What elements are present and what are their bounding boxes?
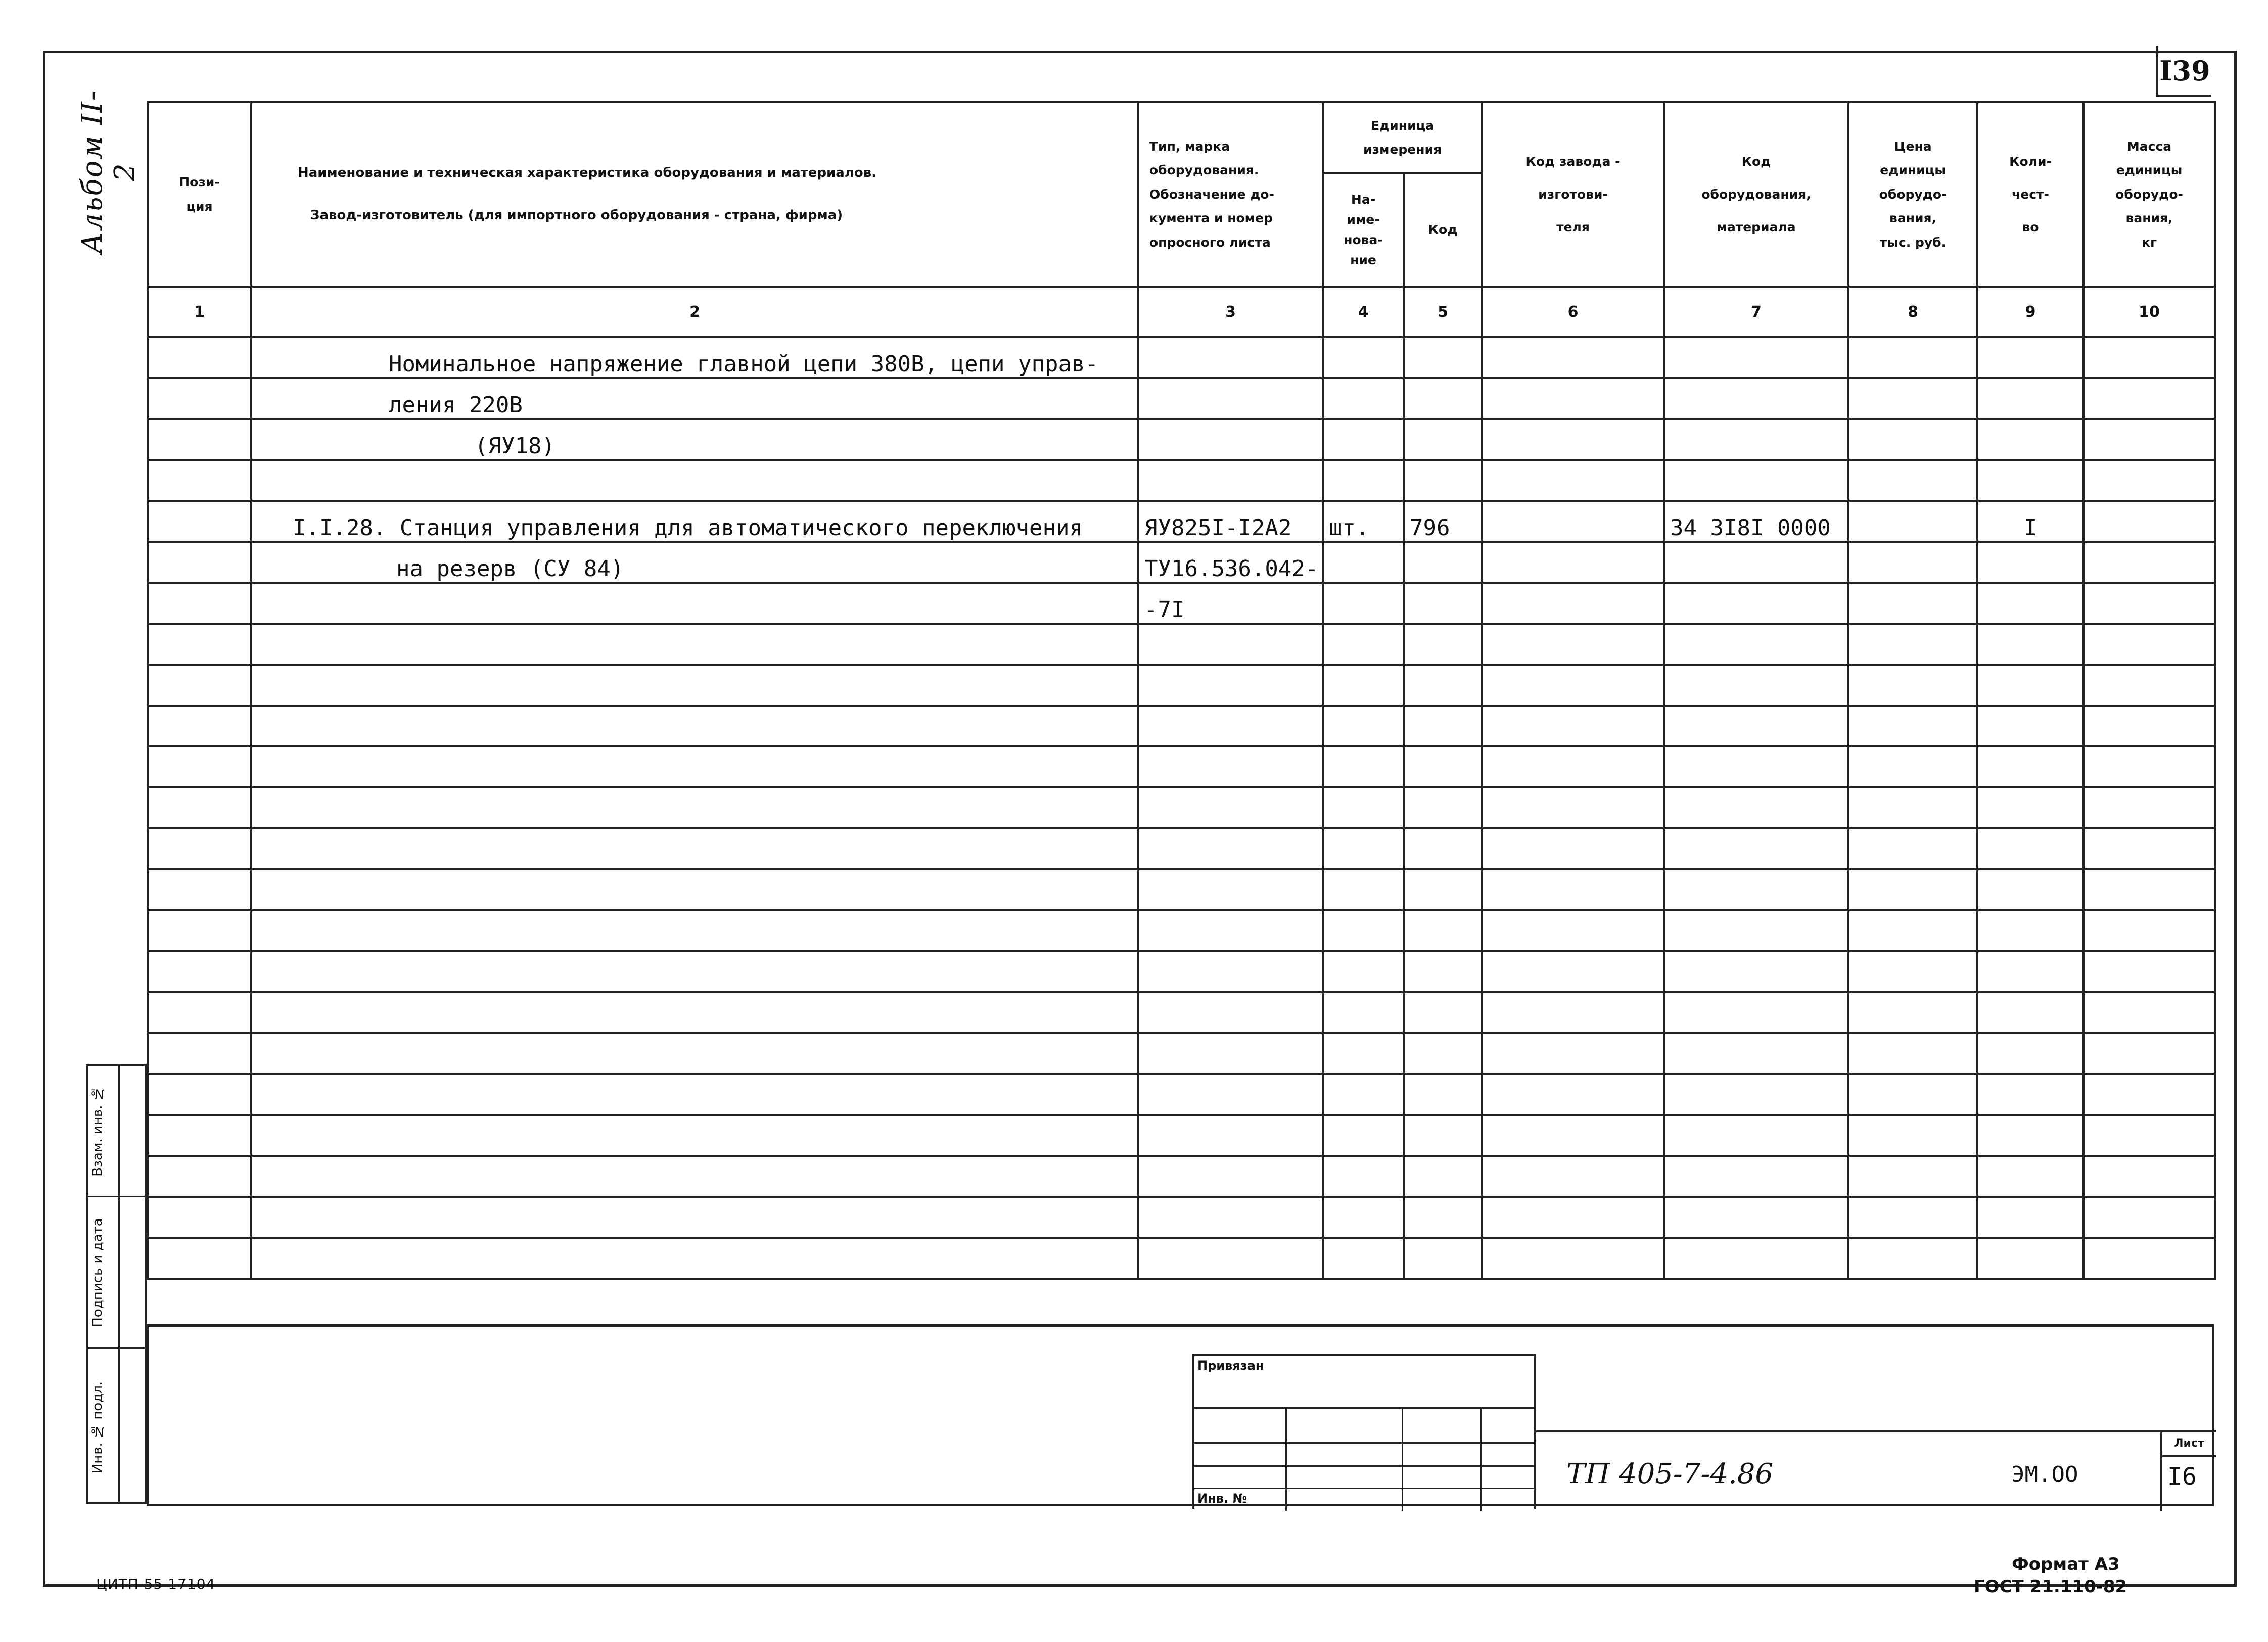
cell-col-2 [251, 1156, 1138, 1197]
cell-col-4 [1323, 992, 1404, 1033]
table-row [148, 624, 2215, 665]
cell-col-8 [1848, 787, 1977, 828]
cell-col-8 [1848, 910, 1977, 951]
cell-col-8 [1848, 746, 1977, 787]
table-row [148, 1074, 2215, 1115]
cell-col-9 [1977, 337, 2084, 378]
cell-col-3 [1138, 337, 1323, 378]
table-row [148, 706, 2215, 746]
column-number: 6 [1482, 287, 1664, 337]
cell-col-3 [1138, 910, 1323, 951]
cell-col-5 [1404, 1033, 1482, 1074]
cell-col-10 [2084, 1197, 2215, 1238]
cell-col-9 [1977, 1033, 2084, 1074]
table-row [148, 542, 2215, 583]
cell-col-9 [1977, 624, 2084, 665]
hdr-equipment-code: Код оборудования, материала [1664, 102, 1848, 287]
cell-col-5 [1404, 910, 1482, 951]
cell-col-8 [1848, 869, 1977, 910]
cell-col-8 [1848, 583, 1977, 624]
cell-col-10 [2084, 542, 2215, 583]
stamp-title: Привязан [1197, 1358, 1264, 1373]
cell-col-10 [2084, 501, 2215, 542]
cell-col-5 [1404, 378, 1482, 419]
cell-col-2 [251, 869, 1138, 910]
cell-col-9 [1977, 992, 2084, 1033]
cell-col-8 [1848, 624, 1977, 665]
hdr-plant-code: Код завода - изготови- теля [1482, 102, 1664, 287]
cell-col-7 [1664, 460, 1848, 501]
table-row [148, 419, 2215, 460]
cell-col-3 [1138, 787, 1323, 828]
cell-col-9 [1977, 828, 2084, 869]
cell-col-5 [1404, 787, 1482, 828]
hdr-mass: Масса единицы оборудо- вания, кг [2084, 102, 2215, 287]
table-row [148, 378, 2215, 419]
cell-col-10 [2084, 746, 2215, 787]
cell-col-5 [1404, 746, 1482, 787]
cell-col-5 [1404, 419, 1482, 460]
cell-col-6 [1482, 746, 1664, 787]
cell-col-3: ЯУ825I-I2А2 [1138, 501, 1323, 542]
cell-col-3: ТУ16.536.042- [1138, 542, 1323, 583]
hdr-quantity: Коли- чест- во [1977, 102, 2084, 287]
cell-col-4 [1323, 1238, 1404, 1279]
hdr-unit-group: Единица измерения [1323, 102, 1482, 173]
cell-col-5 [1404, 542, 1482, 583]
cell-col-3 [1138, 1197, 1323, 1238]
table-body [148, 337, 2215, 1279]
cell-col-10 [2084, 1238, 2215, 1279]
cell-col-1 [148, 378, 251, 419]
cell-col-10 [2084, 1074, 2215, 1115]
cell-col-9: I [1977, 501, 2084, 542]
cell-col-10 [2084, 583, 2215, 624]
cell-col-1 [148, 542, 251, 583]
cell-col-8 [1848, 1033, 1977, 1074]
cell-col-3 [1138, 665, 1323, 706]
cell-col-1 [148, 828, 251, 869]
format-label: Формат А3 [2012, 1554, 2120, 1574]
cell-col-7 [1664, 746, 1848, 787]
cell-col-10 [2084, 828, 2215, 869]
cell-col-9 [1977, 869, 2084, 910]
cell-col-7 [1664, 419, 1848, 460]
cell-col-9 [1977, 706, 2084, 746]
cell-col-4 [1323, 337, 1404, 378]
gost-label: ГОСТ 21.110-82 [1974, 1577, 2127, 1597]
cell-col-9 [1977, 460, 2084, 501]
table-row [148, 951, 2215, 992]
cell-col-6 [1482, 910, 1664, 951]
cell-col-3 [1138, 1238, 1323, 1279]
cell-col-8 [1848, 542, 1977, 583]
cell-col-4 [1323, 910, 1404, 951]
cell-col-3 [1138, 992, 1323, 1033]
cell-col-10 [2084, 460, 2215, 501]
hdr-name: Наименование и техническая характеристика оборудования и материалов. Завод-изготовитель (для импортного оборудования - страна, фирма) [251, 102, 1138, 287]
cell-col-4 [1323, 1033, 1404, 1074]
table-row [148, 910, 2215, 951]
cell-col-7 [1664, 665, 1848, 706]
table-row [148, 992, 2215, 1033]
cell-col-9 [1977, 1115, 2084, 1156]
cell-col-8 [1848, 501, 1977, 542]
cell-col-7 [1664, 910, 1848, 951]
cell-col-1 [148, 706, 251, 746]
cell-col-6 [1482, 1156, 1664, 1197]
cell-col-10 [2084, 1115, 2215, 1156]
cell-col-9 [1977, 1156, 2084, 1197]
cell-col-5 [1404, 1115, 1482, 1156]
cell-col-5 [1404, 1238, 1482, 1279]
cell-col-9 [1977, 910, 2084, 951]
table-row [148, 337, 2215, 378]
cell-col-6 [1482, 624, 1664, 665]
cell-col-10 [2084, 787, 2215, 828]
cell-col-2 [251, 665, 1138, 706]
cell-col-2 [251, 746, 1138, 787]
cell-col-1 [148, 787, 251, 828]
strip-cell-signature: Подпись и дата [88, 1197, 145, 1349]
cell-col-2 [251, 828, 1138, 869]
print-mark: ЦИТП 55 17104 [96, 1576, 216, 1592]
cell-col-8 [1848, 1238, 1977, 1279]
cell-col-6 [1482, 1074, 1664, 1115]
table-row [148, 583, 2215, 624]
column-number: 3 [1138, 287, 1323, 337]
cell-col-1 [148, 624, 251, 665]
cell-col-10 [2084, 1156, 2215, 1197]
cell-col-5 [1404, 992, 1482, 1033]
cell-col-5: 796 [1404, 501, 1482, 542]
hdr-position: Пози- ция [148, 102, 251, 287]
cell-col-1 [148, 665, 251, 706]
cell-col-7 [1664, 1156, 1848, 1197]
cell-col-9 [1977, 378, 2084, 419]
cell-col-3 [1138, 706, 1323, 746]
cell-col-4: шт. [1323, 501, 1404, 542]
cell-col-9 [1977, 1074, 2084, 1115]
cell-col-4 [1323, 624, 1404, 665]
table-row [148, 828, 2215, 869]
cell-col-3 [1138, 869, 1323, 910]
cell-col-7 [1664, 951, 1848, 992]
document-code: ТП 405-7-4.86 [1566, 1458, 1774, 1490]
cell-col-3: -7I [1138, 583, 1323, 624]
left-signature-strip [86, 1064, 147, 1504]
binding-stamp [1192, 1354, 1536, 1509]
cell-col-9 [1977, 1238, 2084, 1279]
page-number: I39 [2156, 46, 2211, 97]
column-number-row [148, 287, 2215, 337]
cell-col-1 [148, 583, 251, 624]
column-number: 4 [1323, 287, 1404, 337]
cell-col-7 [1664, 1074, 1848, 1115]
side-note: Альбом II-2 [76, 90, 142, 254]
cell-col-3 [1138, 624, 1323, 665]
cell-col-2 [251, 1074, 1138, 1115]
column-number: 1 [148, 287, 251, 337]
column-number: 10 [2084, 287, 2215, 337]
cell-col-7 [1664, 828, 1848, 869]
cell-col-7 [1664, 583, 1848, 624]
cell-col-4 [1323, 1074, 1404, 1115]
sheet-box [2160, 1432, 2216, 1511]
cell-col-10 [2084, 337, 2215, 378]
cell-col-6 [1482, 1238, 1664, 1279]
cell-col-9 [1977, 665, 2084, 706]
cell-col-2 [251, 706, 1138, 746]
sheet-label: Лист [2162, 1432, 2216, 1457]
cell-col-6 [1482, 419, 1664, 460]
cell-col-4 [1323, 378, 1404, 419]
cell-col-6 [1482, 501, 1664, 542]
cell-col-1 [148, 951, 251, 992]
table-row [148, 1156, 2215, 1197]
cell-col-1 [148, 1197, 251, 1238]
strip-cell-replacement: Взам. инв. № [88, 1066, 145, 1197]
cell-col-7 [1664, 787, 1848, 828]
cell-col-7 [1664, 624, 1848, 665]
cell-col-5 [1404, 337, 1482, 378]
cell-col-1 [148, 746, 251, 787]
cell-col-1 [148, 460, 251, 501]
cell-col-4 [1323, 1115, 1404, 1156]
cell-col-1 [148, 1238, 251, 1279]
table-row [148, 746, 2215, 787]
cell-col-4 [1323, 583, 1404, 624]
cell-col-2 [251, 624, 1138, 665]
cell-col-6 [1482, 869, 1664, 910]
cell-col-10 [2084, 419, 2215, 460]
document-suffix: ЭМ.ОО [2011, 1462, 2078, 1487]
cell-col-10 [2084, 1033, 2215, 1074]
cell-col-7 [1664, 1115, 1848, 1156]
cell-col-6 [1482, 542, 1664, 583]
cell-col-5 [1404, 869, 1482, 910]
cell-col-2 [251, 583, 1138, 624]
cell-col-7 [1664, 992, 1848, 1033]
cell-col-5 [1404, 460, 1482, 501]
cell-col-7: 34 3I8I 0000 [1664, 501, 1848, 542]
cell-col-6 [1482, 1115, 1664, 1156]
cell-col-9 [1977, 542, 2084, 583]
cell-col-2: I.I.28. Станция управления для автоматического переключения [251, 501, 1138, 542]
cell-col-8 [1848, 1197, 1977, 1238]
cell-col-2 [251, 787, 1138, 828]
cell-col-7 [1664, 542, 1848, 583]
cell-col-2 [251, 1033, 1138, 1074]
cell-col-6 [1482, 828, 1664, 869]
table-row [148, 1238, 2215, 1279]
cell-col-5 [1404, 665, 1482, 706]
cell-col-1 [148, 1156, 251, 1197]
cell-col-8 [1848, 378, 1977, 419]
cell-col-4 [1323, 665, 1404, 706]
cell-col-7 [1664, 1238, 1848, 1279]
cell-col-6 [1482, 583, 1664, 624]
table-row [148, 869, 2215, 910]
cell-col-3 [1138, 419, 1323, 460]
cell-col-5 [1404, 1074, 1482, 1115]
cell-col-7 [1664, 1197, 1848, 1238]
cell-col-10 [2084, 992, 2215, 1033]
cell-col-2: на резерв (СУ 84) [251, 542, 1138, 583]
cell-col-5 [1404, 1197, 1482, 1238]
cell-col-8 [1848, 1115, 1977, 1156]
hdr-unit-code: Код [1404, 173, 1482, 287]
cell-col-4 [1323, 787, 1404, 828]
cell-col-2: ления 220В [251, 378, 1138, 419]
table-row [148, 787, 2215, 828]
cell-col-6 [1482, 378, 1664, 419]
cell-col-2: Номинальное напряжение главной цепи 380В, цепи управ- [251, 337, 1138, 378]
cell-col-6 [1482, 951, 1664, 992]
cell-col-8 [1848, 419, 1977, 460]
table-row [148, 1033, 2215, 1074]
cell-col-3 [1138, 460, 1323, 501]
cell-col-5 [1404, 583, 1482, 624]
cell-col-6 [1482, 992, 1664, 1033]
column-number: 5 [1404, 287, 1482, 337]
cell-col-4 [1323, 746, 1404, 787]
cell-col-10 [2084, 869, 2215, 910]
cell-col-3 [1138, 951, 1323, 992]
cell-col-1 [148, 1074, 251, 1115]
cell-col-8 [1848, 951, 1977, 992]
cell-col-8 [1848, 706, 1977, 746]
hdr-price: Цена единицы оборудо- вания, тыс. руб. [1848, 102, 1977, 287]
cell-col-8 [1848, 665, 1977, 706]
cell-col-8 [1848, 337, 1977, 378]
cell-col-8 [1848, 1074, 1977, 1115]
cell-col-6 [1482, 1033, 1664, 1074]
cell-col-4 [1323, 419, 1404, 460]
cell-col-8 [1848, 828, 1977, 869]
cell-col-2 [251, 1238, 1138, 1279]
cell-col-2 [251, 1197, 1138, 1238]
hdr-type: Тип, марка оборудования. Обозначение до- кумента и номер опросного листа [1138, 102, 1323, 287]
cell-col-9 [1977, 951, 2084, 992]
table-row [148, 1115, 2215, 1156]
cell-col-2 [251, 951, 1138, 992]
cell-col-4 [1323, 828, 1404, 869]
cell-col-1 [148, 419, 251, 460]
column-number: 7 [1664, 287, 1848, 337]
cell-col-5 [1404, 706, 1482, 746]
cell-col-5 [1404, 828, 1482, 869]
cell-col-6 [1482, 460, 1664, 501]
cell-col-9 [1977, 419, 2084, 460]
table-row [148, 1197, 2215, 1238]
cell-col-8 [1848, 992, 1977, 1033]
title-block [1536, 1430, 2216, 1509]
column-number: 8 [1848, 287, 1977, 337]
cell-col-3 [1138, 1156, 1323, 1197]
column-number: 9 [1977, 287, 2084, 337]
cell-col-4 [1323, 542, 1404, 583]
cell-col-9 [1977, 787, 2084, 828]
cell-col-3 [1138, 828, 1323, 869]
cell-col-8 [1848, 1156, 1977, 1197]
cell-col-3 [1138, 746, 1323, 787]
table-row [148, 665, 2215, 706]
cell-col-9 [1977, 746, 2084, 787]
sheet-number: I6 [2167, 1463, 2197, 1491]
strip-cell-inventory: Инв. № подл. [90, 1381, 105, 1474]
cell-col-5 [1404, 1156, 1482, 1197]
cell-col-10 [2084, 951, 2215, 992]
cell-col-2: (ЯУ18) [251, 419, 1138, 460]
cell-col-6 [1482, 787, 1664, 828]
cell-col-4 [1323, 1156, 1404, 1197]
specification-table [147, 101, 2214, 1280]
cell-col-4 [1323, 1197, 1404, 1238]
cell-col-7 [1664, 337, 1848, 378]
cell-col-6 [1482, 1197, 1664, 1238]
cell-col-10 [2084, 665, 2215, 706]
cell-col-9 [1977, 1197, 2084, 1238]
cell-col-4 [1323, 460, 1404, 501]
cell-col-4 [1323, 869, 1404, 910]
cell-col-4 [1323, 951, 1404, 992]
cell-col-7 [1664, 1033, 1848, 1074]
cell-col-9 [1977, 583, 2084, 624]
cell-col-6 [1482, 337, 1664, 378]
cell-col-2 [251, 910, 1138, 951]
cell-col-10 [2084, 910, 2215, 951]
stamp-inventory-label: Инв. № [1197, 1491, 1247, 1506]
cell-col-5 [1404, 624, 1482, 665]
cell-col-8 [1848, 460, 1977, 501]
cell-col-1 [148, 992, 251, 1033]
cell-col-2 [251, 1115, 1138, 1156]
cell-col-10 [2084, 624, 2215, 665]
cell-col-3 [1138, 1074, 1323, 1115]
cell-col-3 [1138, 378, 1323, 419]
cell-col-2 [251, 992, 1138, 1033]
cell-col-1 [148, 501, 251, 542]
cell-col-4 [1323, 706, 1404, 746]
cell-col-3 [1138, 1115, 1323, 1156]
cell-col-1 [148, 1033, 251, 1074]
cell-col-1 [148, 337, 251, 378]
table-row [148, 501, 2215, 542]
cell-col-2 [251, 460, 1138, 501]
cell-col-7 [1664, 869, 1848, 910]
cell-col-1 [148, 1115, 251, 1156]
column-number: 2 [251, 287, 1138, 337]
cell-col-6 [1482, 665, 1664, 706]
cell-col-6 [1482, 706, 1664, 746]
cell-col-1 [148, 910, 251, 951]
cell-col-3 [1138, 1033, 1323, 1074]
cell-col-10 [2084, 706, 2215, 746]
cell-col-5 [1404, 951, 1482, 992]
cell-col-1 [148, 869, 251, 910]
bottom-area [147, 1324, 2214, 1506]
cell-col-7 [1664, 378, 1848, 419]
cell-col-10 [2084, 378, 2215, 419]
hdr-unit-name: На- име- нова- ние [1323, 173, 1404, 287]
table-row [148, 460, 2215, 501]
cell-col-7 [1664, 706, 1848, 746]
